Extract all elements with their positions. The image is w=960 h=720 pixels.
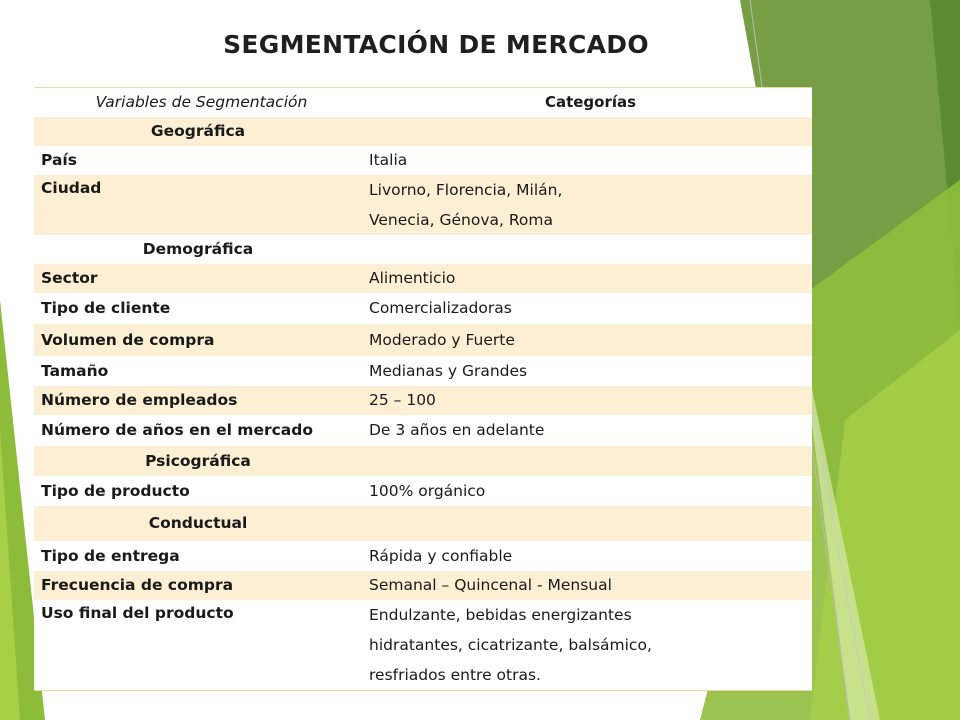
- table-row: [34, 600, 812, 691]
- row-label: País: [41, 151, 77, 169]
- table-row: [34, 324, 812, 356]
- category-label: Conductual: [148, 514, 248, 532]
- table-row: [34, 571, 812, 600]
- row-label: Volumen de compra: [41, 330, 215, 349]
- row-label: Tipo de cliente: [41, 299, 171, 317]
- row-label: Tipo de producto: [41, 481, 190, 500]
- table-row: [34, 175, 812, 235]
- row-label: Número de años en el mercado: [41, 421, 313, 439]
- row-value: [362, 600, 812, 691]
- category-row-psicografica: [34, 446, 812, 476]
- table-row: [34, 356, 812, 386]
- category-label: Psicográfica: [145, 451, 251, 470]
- row-label: Tipo de entrega: [41, 546, 180, 565]
- row-value-line: Venecia, Génova, Roma: [369, 210, 554, 229]
- header-categorias: Categorías: [362, 88, 812, 117]
- row-label: Uso final del producto: [41, 603, 234, 622]
- table-row: [34, 146, 812, 175]
- row-value: De 3 años en adelante: [369, 421, 545, 439]
- table-row: [34, 264, 812, 293]
- table-row: [34, 415, 812, 446]
- row-value-line: resfriados entre otras.: [369, 665, 541, 684]
- row-value-line: Livorno, Florencia, Milán,: [369, 180, 563, 199]
- table-row: [34, 386, 812, 415]
- row-label: Sector: [41, 269, 98, 287]
- row-value: Moderado y Fuerte: [369, 330, 515, 349]
- table-row: [34, 541, 812, 571]
- table-header-row: [34, 88, 812, 117]
- row-value: Medianas y Grandes: [369, 361, 528, 380]
- row-value-line: hidratantes, cicatrizante, balsámico,: [369, 635, 652, 654]
- row-value: Alimenticio: [369, 269, 456, 287]
- row-value: Semanal – Quincenal - Mensual: [369, 576, 612, 594]
- row-label: Ciudad: [41, 178, 102, 197]
- category-row-geografica: [34, 117, 812, 146]
- category-row-conductual: [34, 506, 812, 541]
- row-value: Rápida y confiable: [369, 546, 513, 565]
- row-value: 25 – 100: [369, 391, 436, 409]
- page-title: SEGMENTACIÓN DE MERCADO: [223, 30, 649, 59]
- row-label: Número de empleados: [41, 391, 238, 409]
- category-label: Geográfica: [150, 122, 246, 140]
- row-label: Tamaño: [41, 361, 109, 380]
- segmentation-table: [34, 87, 812, 691]
- row-label: Frecuencia de compra: [41, 576, 234, 594]
- category-label: Demográfica: [142, 240, 254, 258]
- header-variables: Variables de Segmentación: [34, 88, 362, 117]
- row-value: 100% orgánico: [369, 481, 486, 500]
- table-row: [34, 476, 812, 506]
- row-value: [362, 175, 812, 235]
- row-value: Comercializadoras: [369, 299, 512, 317]
- row-value-line: Endulzante, bebidas energizantes: [369, 605, 632, 624]
- category-row-demografica: [34, 235, 812, 264]
- table-row: [34, 293, 812, 324]
- row-value: Italia: [369, 151, 408, 169]
